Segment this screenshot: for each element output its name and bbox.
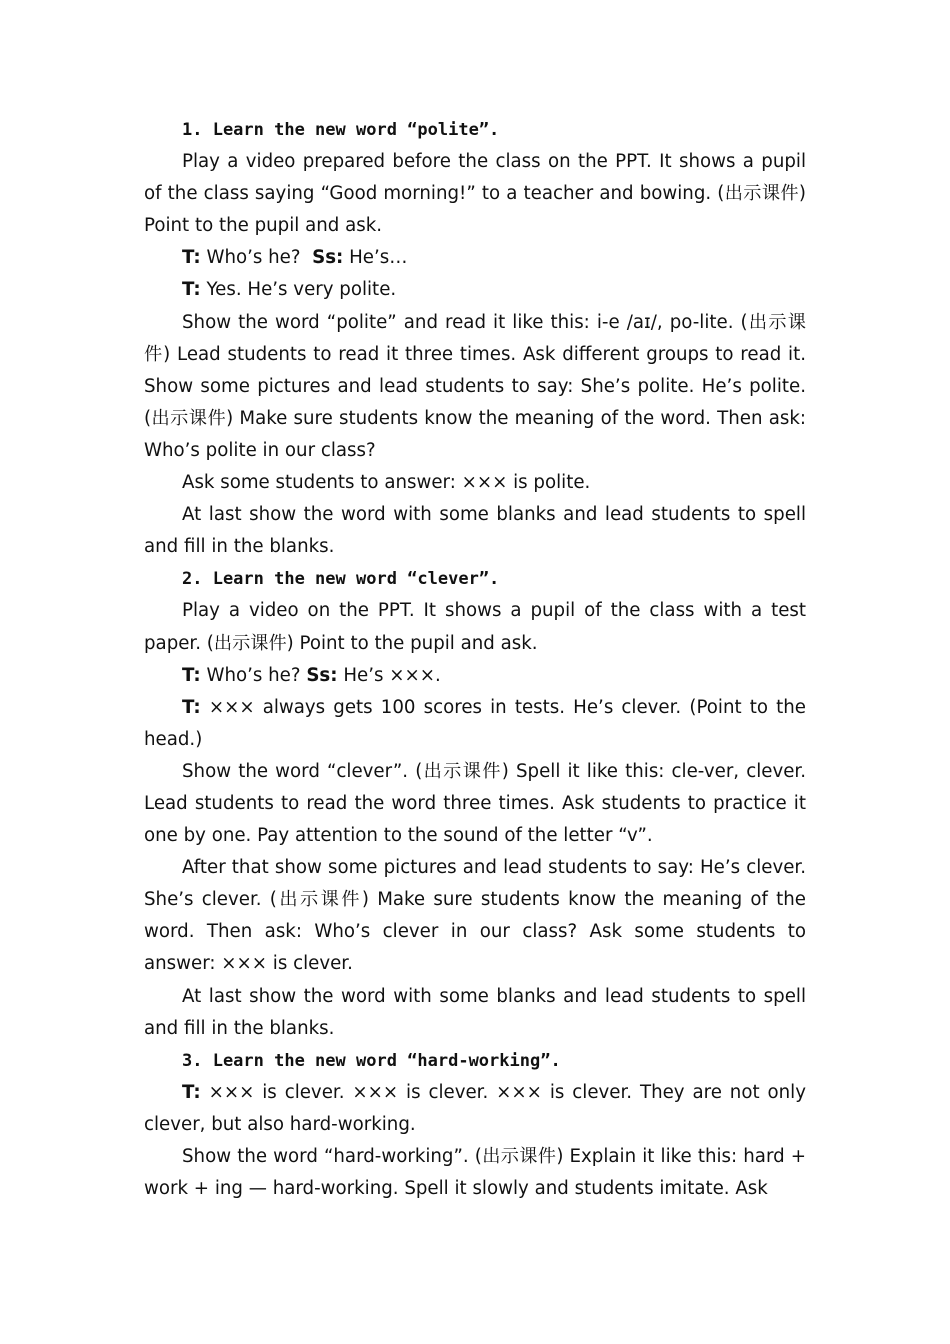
dialogue-text: Who’s he? [206, 664, 301, 686]
document-body [144, 114, 806, 1205]
dialogue-line [144, 660, 806, 692]
dialogue-line [144, 274, 806, 306]
paragraph: At last show the word with some blanks and lead students to spell and fill in the blanks. [144, 504, 806, 558]
speaker-label: T: [182, 696, 201, 718]
paragraph: Play a video prepared before the class on the PPT. It shows a pupil of the class saying “Good morning!” to a teacher and bowing. (出示课件) Point to the pupil and ask. [144, 151, 806, 237]
speaker-label: Ss: [312, 247, 344, 269]
dialogue-line [144, 1077, 806, 1141]
dialogue-line [144, 692, 806, 756]
dialogue-text: He’s… [349, 247, 408, 269]
speaker-label: Ss: [306, 664, 338, 686]
speaker-label: T: [182, 664, 201, 686]
paragraph: At last show the word with some blanks and lead students to spell and fill in the blanks. [144, 985, 806, 1039]
paragraph: Ask some students to answer: ××× is polite. [182, 472, 591, 494]
paragraph: After that show some pictures and lead students to say: He’s clever. She’s clever. (出示课件) Make sure students know the meaning of the word. Then ask: Who’s clever in our class? Ask some students to answer: ××× is clever. [144, 857, 806, 975]
paragraph: Show the word “clever”. (出示课件) Spell it like this: cle-ver, clever. Lead students to read the word three times. Ask students to practice it one by one. Pay attention to the sound of the letter “v”. [144, 760, 806, 847]
section-heading-polite: 1. Learn the new word “polite”. [182, 120, 500, 140]
section-heading-hard-working: 3. Learn the new word “hard-working”. [182, 1050, 561, 1071]
dialogue-text: Yes. He’s very polite. [206, 279, 397, 301]
dialogue-line [144, 242, 806, 274]
paragraph: Show the word “polite” and read it like this: i-e /aɪ/, po-lite. (出示课件) Lead students to read it three times. Ask different groups to read it. Show some pictures and lead students to say: She’s polite. He’s polite. (出示课件) Make sure students know the meaning of the word. Then ask: Who’s polite in our class? [144, 311, 806, 461]
paragraph: Show the word “hard-working”. (出示课件) Explain it like this: hard + work + ing — hard-working. Spell it slowly and students imitate. Ask [144, 1146, 806, 1200]
speaker-label: T: [182, 247, 201, 269]
dialogue-text: He’s ×××. [343, 664, 441, 686]
paragraph: Play a video on the PPT. It shows a pupil of the class with a test paper. (出示课件) Point to the pupil and ask. [144, 600, 806, 654]
dialogue-text: ××× always gets 100 scores in tests. He’s clever. (Point to the head.) [144, 696, 806, 750]
dialogue-text: ××× is clever. ××× is clever. ××× is clever. They are not only clever, but also hard-working. [144, 1081, 806, 1135]
section-heading-clever: 2. Learn the new word “clever”. [182, 569, 500, 590]
speaker-label: T: [182, 279, 201, 301]
dialogue-text: Who’s he? [206, 247, 301, 269]
speaker-label: T: [182, 1081, 201, 1103]
